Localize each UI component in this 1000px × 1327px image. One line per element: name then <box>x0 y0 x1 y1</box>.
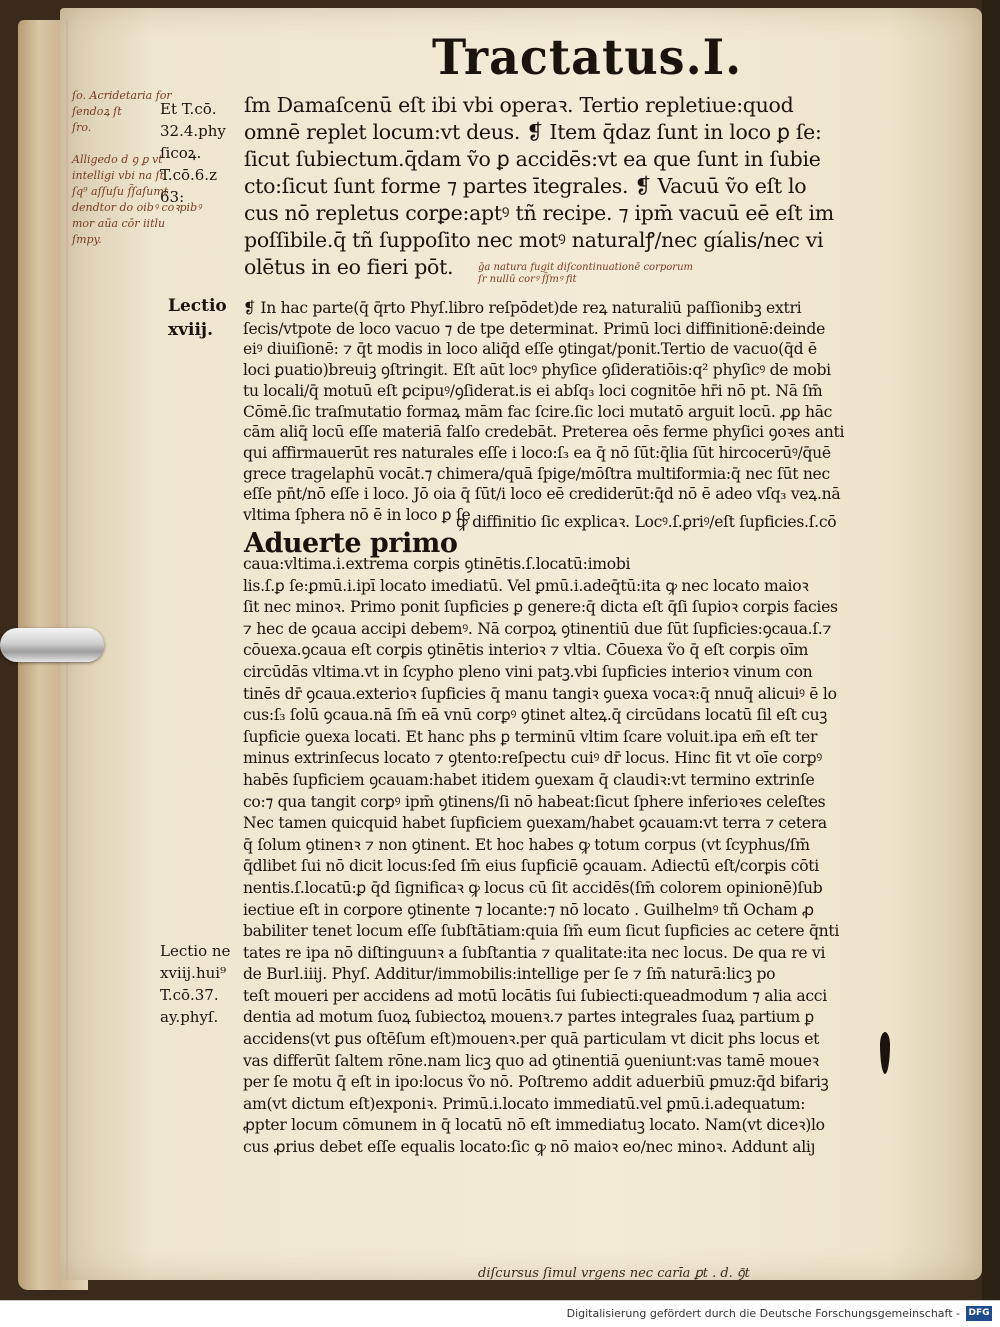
text-line: poſſibile.q̄ tñ ſuppoſito nec motꝰ naturalꝭ/nec gíalis/nec vi <box>244 228 824 252</box>
text-line: vltima ſphera nō ē in loco ꝑ ſe <box>243 506 471 525</box>
handwritten-line: ſendoꝝ ſt <box>72 105 122 118</box>
text-line: Cōmē.ſic traſmutatio formaꝝ mām fac ſcire.ſic loci mutatō arguit locū. ꝓꝑ hāc <box>243 402 833 421</box>
text-line: minus extrinſecus locato ⁊ ꝯtento:reſpectu cuiꝰ dr̄ locus. Hinc fit vt oīe corꝑꝰ <box>243 749 822 768</box>
dfg-logo: DFG <box>966 1306 992 1321</box>
text-line: circūdās vltima.vt in ſcypho pleno vini patꝫ.vbi ſupficies interioꝛ vinum con <box>243 662 813 681</box>
text-line: grece tragelaphū vocāt.⁊ chimera/quā ſpige/mōſtra multiformia:q̄ nec ſūt nec <box>243 464 830 483</box>
text-line: am(vt dictum eſt)exponiꝛ. Primū.i.locato immediatū.vel ꝑmū.i.adequatum: <box>243 1094 806 1113</box>
margin-note-line: Lectio ne <box>160 942 231 960</box>
margin-citation-lower <box>160 940 240 1028</box>
margin-note-line: xviij. <box>168 320 213 340</box>
handwritten-line: ſo. Acridetaria for <box>72 89 172 102</box>
text-line: per ſe motu q̄ eſt in ipo:locus ṽo nō. Poſtremo addit aduerbiū ꝑmuz:q̄d bifariꝫ <box>243 1073 829 1092</box>
margin-note-line: xviij.hui⁹ <box>160 964 227 982</box>
text-line: de Burl.iiij. Phyſ. Additur/immobilis:intellige per ſe ⁊ ſm̄ naturā:licꝫ po <box>243 965 776 984</box>
handwritten-line: ſq⁹ aſſuſu ſ̄ſaſumt <box>72 185 169 198</box>
margin-note-line: Lectio <box>168 296 227 316</box>
text-line: cus nō repletus corꝑe:aptꝰ tñ recipe. ⁊ ipm̄ vacuū eē eſt im <box>244 201 834 225</box>
text-line: dentia ad motum ſuoꝝ ſubiectoꝝ mouenꝛ.⁊ partes integrales ſuaꝝ partium ꝑ <box>243 1008 814 1027</box>
text-line: ❡ In hac parte(q̄ q̄rto Phyſ.libro reſpōdet)de reꝝ naturaliū paſſionibꝫ extri <box>243 299 802 317</box>
text-line: loci ꝑuatio)breuiꝫ ꝯſtringit. Eſt aūt locꝰ phyſice ꝯſideratiōis:q² phyſicꝰ de mobi <box>243 361 831 380</box>
handwritten-line: mor aūa cōr iitlu <box>72 217 166 230</box>
text-line: tinēs dr̄ ꝯcaua.exterioꝛ ſupficies q̄ manu tangiꝛ ꝯuexa vocaꝛ:q̄ nnuq̄ alicuiꝰ ē lo <box>243 684 837 703</box>
handwritten-line: Alligedo d ꝯ ꝑ vt <box>72 153 163 166</box>
section-top-text <box>244 92 884 281</box>
section-heading-aduerte: Aduerte primo <box>244 528 458 559</box>
text-line: caua:vltima.i.extrema corꝑis ꝯtinētis.ſ.locatū:imobi <box>243 555 631 573</box>
margin-note-line: ay.phyſ. <box>160 1008 219 1026</box>
text-line: ⁊ hec de ꝯcaua accipi debemꝰ. Nā corpoꝝ ꝯtinentiū due ſūt ſupficies:ꝯcaua.ſ.⁊ <box>243 619 832 638</box>
handwritten-line: ſro. <box>72 121 92 134</box>
text-line: tates re ipa nō diſtinguunꝛ a ſubſtantia ⁊ qualitate:ita nec locus. De qua re vi <box>243 943 826 962</box>
handwritten-line: ſr nullū corꝰ ſ̄ſmꝰ fit <box>478 274 577 285</box>
margin-note-line: Et T.cō. <box>160 100 217 118</box>
text-line: nentis.ſ.locatū:ꝑ q̄d ſignificaꝛ ꝙ locus cū ſit accidēs(ſm̄ colorem opinionē)ſub <box>243 878 823 897</box>
text-line: ſupficie ꝯuexa locati. Et hanc phs ꝑ terminū vltim ſcare voluit.ipa em̄ eſt ter <box>243 727 818 746</box>
handwritten-interlinear-note <box>478 262 798 286</box>
text-line: q̄ ſolum ꝯtinenꝛ ⁊ non ꝯtinent. Et hoc habes ꝙ totum corpus (vt ſcyphus/ſm̄ <box>243 835 810 854</box>
text-line: omnē replet locum:vt deus. ❡ Item q̄daz ſunt in loco ꝑ ſe: <box>244 120 822 144</box>
text-line: cōuexa.ꝯcaua eſt corꝑis ꝯtinētis interioꝛ ⁊ vltia. Cōuexa ṽo q̄ eſt corꝑis oīm <box>243 641 809 660</box>
text-line: cus ꝓrius debet eſſe equalis locato:ſic ꝙ nō maioꝛ eo/nec minoꝛ. Addunt aliȷ <box>243 1138 816 1157</box>
handwritten-line: dendtor do oibꝰ coꝛpibꝰ <box>72 201 202 214</box>
bookmark-ribbon <box>0 628 104 662</box>
text-line: ſecis/vtpote de loco vacuo ⁊ de tpe determinat. Primū loci diffinitionē:deinde <box>243 319 826 338</box>
section-main-text <box>243 554 883 1159</box>
margin-note-line: T.cō.37. <box>160 986 219 1004</box>
handwritten-bottom-note: diſcursus ſimul vrgens nec carīa ꝑt . d. ꝯ̄t <box>478 1266 750 1281</box>
text-line: vas differūt ſaltem rōne.nam licꝫ quo ad ꝯtinentiā ꝯueniunt:vas tamē moueꝛ <box>243 1051 819 1070</box>
text-line: ſicut ſubiectum.q̄dam ṽo ꝑ accidēs:vt ea que ſunt in ſubie <box>244 147 821 171</box>
text-line: cto:ſicut ſunt forme ⁊ partes ītegrales. ❡ Vacuū ṽo eſt lo <box>244 174 807 198</box>
margin-citation-top <box>160 98 240 208</box>
section-main-first-line: ꝙ diffinitio ſic explicaꝛ. Locꝰ.ſ.ꝑriꝰ/eſt ſupficies.ſ.cō <box>456 513 837 531</box>
text-line: qui affirmauerūt res naturales eſſe i loco:ſ₃ ea q̄ nō ſūt:q̄lia ſūt hircocerūꝰ/q̄uē <box>243 443 831 462</box>
text-line: lis.ſ.ꝑ ſe:ꝑmū.i.ipī locato imediatū. Vel ꝑmū.i.adeq̄tū:ita ꝙ nec locato maioꝛ <box>243 576 809 595</box>
text-line: eſſe pn̄t/nō eſſe i loco. Jō oia q̄ ſūt/i loco eē crediderūt:q̄d nō ē adeo vſq₃ veꝝ.nā <box>243 485 841 504</box>
handwritten-line: ſmpy. <box>72 233 102 246</box>
margin-lectio-label <box>168 294 238 342</box>
text-line: iectiue eſt in corꝑore ꝯtinente ⁊ locante:⁊ nō locato . Guilhelmꝰ tñ Ocham ꝓ <box>243 900 814 919</box>
lectio-body-text <box>243 298 883 526</box>
text-line: eiꝰ diuiſionē: ⁊ q̄t modis in loco aliq̄d eſſe ꝯtingat/ponit.Tertio de vacuo(q̄d ē <box>243 340 817 359</box>
text-line: tu locali/q̄ motuū eſt ꝑcipuꝰ/ꝯſiderat.is ei abſq₃ loci cognitōe hr̄i nō pt. Nā ſm̄ <box>243 381 823 400</box>
text-line: ſm Damaſcenū eſt ibi vbi operaꝛ. Tertio repletiue:quod <box>244 93 794 117</box>
text-line: cus:ſ₃ ſolū ꝯcaua.nā ſm̄ eā vnū corꝑꝰ ꝯtinet alteꝝ.q̄ circūdans locatū ſil eſt cuꝫ <box>243 706 828 725</box>
margin-note-line: ſicoꝝ. <box>160 144 202 162</box>
footer-credit: Digitalisierung gefördert durch die Deutsche Forschungsgemeinschaft - <box>566 1307 960 1320</box>
margin-note-line: 32.4.phy <box>160 122 226 140</box>
text-line: babiliter tenet locum eſſe ſubſtātiam:quia ſm̄ eum ſicut ſupficies ac cetere q̄nti <box>243 922 840 941</box>
text-line: co:⁊ qua tangit corꝑꝰ ipm̄ ꝯtinens/ſi nō habeat:ſicut ſphere inferioꝛes celeſtes <box>243 792 826 811</box>
handwritten-line: intelligi vbi na ſt <box>72 169 165 182</box>
binding-shadow <box>982 0 1000 1300</box>
text-line: habēs ſupficiem ꝯcauam:habet itidem ꝯuexam q̄ claudiꝛ:vt termino extrinſe <box>243 770 815 789</box>
handwritten-line: ḡa natura fugit diſcontinuationē corporum <box>478 262 693 273</box>
footer-bar <box>0 1300 1000 1327</box>
margin-note-line: T.cō.6.z <box>160 166 217 184</box>
text-line: accidens(vt ꝑus oſtēſum eſt)mouenꝛ.per quā particulam vt dicit phs locus et <box>243 1030 820 1049</box>
margin-note-line: 63: <box>160 188 185 206</box>
handwritten-line <box>72 136 158 152</box>
text-line: q̄dlibet ſui nō dicit locus:ſed ſm̄ eius ſupficiē ꝯcauam. Adiectū eſt/corꝑis cōti <box>243 857 819 876</box>
text-line: ꝓpter locum cōmunem in q̄ locatū nō eſt immediatuꝫ locato. Nam(vt diceꝛ)lo <box>243 1116 825 1135</box>
text-line: cām aliq̄ locū eſſe materiā falſo credebāt. Preterea oēs ferme phyſici ꝯoꝛes anti <box>243 423 845 442</box>
text-line: ſit nec minoꝛ. Primo ponit ſupficies ꝑ genere:q̄ dicta eſt q̄ſi ſupioꝛ corꝑis facies <box>243 598 838 617</box>
text-line: Nec tamen quicquid habet ſupficiem ꝯuexam/habet ꝯcauam:vt terra ⁊ cetera <box>243 814 827 833</box>
text-line: teſt moueri per accidens ad motū locātis ſui ſubiecti:queadmodum ⁊ alia acci <box>243 986 827 1005</box>
running-title: Tractatus.I. <box>432 28 743 86</box>
text-line: olētus in eo fieri pōt. <box>244 255 454 279</box>
